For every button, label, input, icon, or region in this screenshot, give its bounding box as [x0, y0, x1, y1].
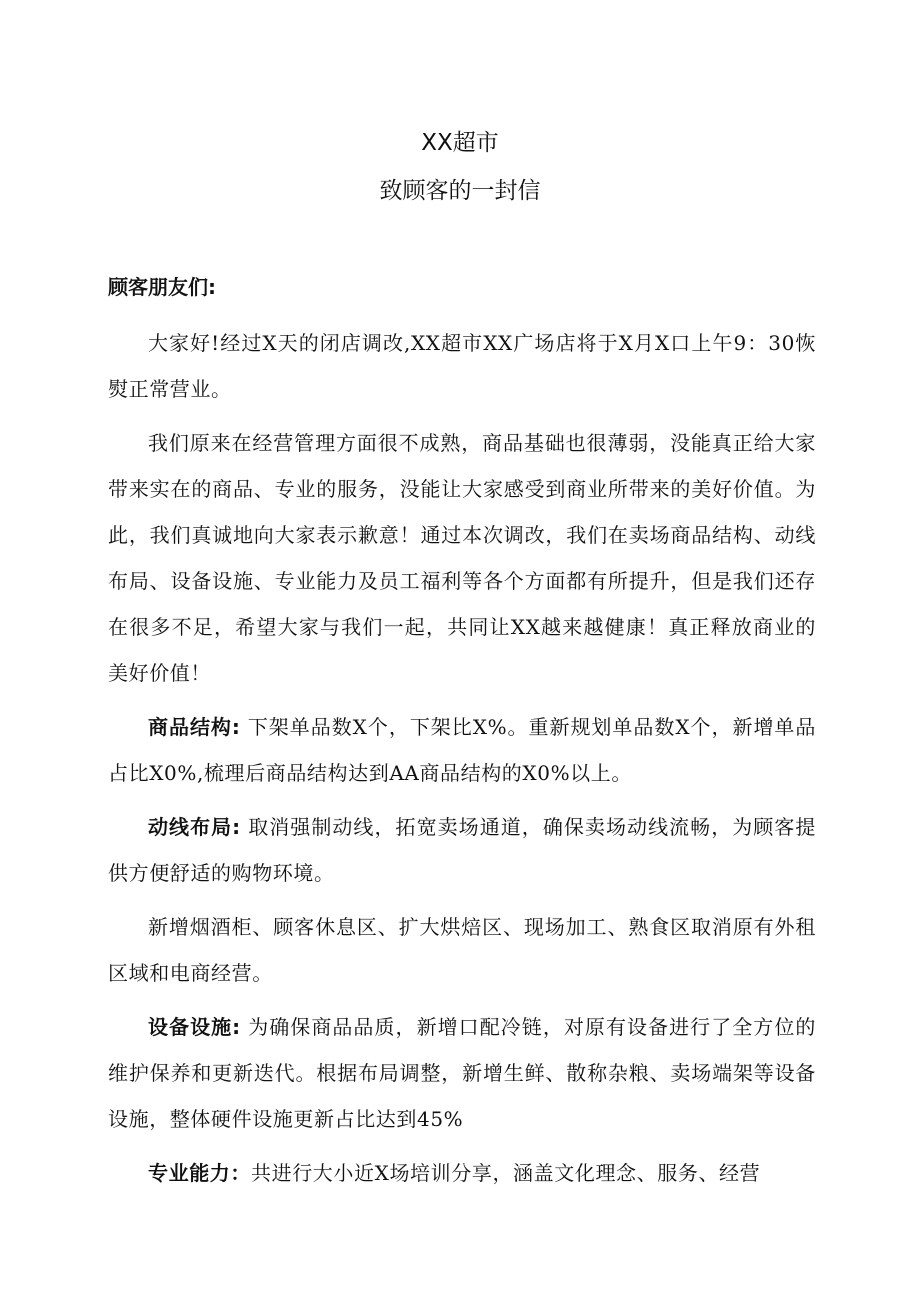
- paragraph-text: 共进行大小近X场培训分享，涵盖文化理念、服务、经营: [251, 1161, 761, 1185]
- paragraph-text: 大家好!经过X天的闭店调改,XX超市XX广场店将于X月X口上午9：30恢熨正常营业。: [108, 331, 816, 401]
- paragraph-professional-ability: [108, 1150, 816, 1196]
- paragraph-text: 我们原来在经营管理方面很不成熟，商品基础也很薄弱，没能真正给大家带来实在的商品、专业的服务，没能让大家感受到商业所带来的美好价值。为此，我们真诚地向大家表示歉意！通过本次调改，我们在卖场商品结构、动线布局、设备设施、专业能力及员工福利等各个方面都有所提升，但是我们还存在很多不足，希望大家与我们一起，共同让XX越来越健康！真正释放商业的美好价值！: [108, 431, 816, 685]
- paragraph-reopening: [108, 320, 816, 412]
- letter-title: 致顾客的一封信: [379, 178, 541, 204]
- paragraph-text: 下架单品数X个，下架比X%。重新规划单品数X个，新增单品占比X0%,梳理后商品结构达到AA商品结构的X0%以上。: [108, 715, 816, 785]
- paragraph-layout: [108, 804, 816, 896]
- greeting: 顾客朋友们:: [108, 275, 216, 299]
- paragraph-product-structure: [108, 704, 816, 796]
- paragraph-new-areas: [108, 904, 816, 996]
- paragraph-text: 取消强制动线，拓宽卖场通道，确保卖场动线流畅，为顾客提供方便舒适的购物环境。: [108, 815, 816, 885]
- paragraph-lead: 设备设施:: [148, 1015, 241, 1039]
- store-title: XX超市: [421, 130, 499, 156]
- letter-body: [108, 320, 816, 1204]
- paragraph-text: 新增烟酒柜、顾客休息区、扩大烘焙区、现场加工、熟食区取消原有外租区域和电商经营。: [108, 915, 816, 985]
- paragraph-apology: [108, 420, 816, 696]
- paragraph-equipment: [108, 1004, 816, 1142]
- paragraph-lead: 动线布局:: [148, 815, 241, 839]
- paragraph-lead: 商品结构:: [148, 715, 241, 739]
- paragraph-lead: 专业能力：: [148, 1161, 251, 1185]
- paragraph-text: 为确保商品品质，新增口配冷链，对原有设备进行了全方位的维护保养和更新迭代。根据布局调整，新增生鲜、散称杂粮、卖场端架等设备设施，整体硬件设施更新占比达到45%: [108, 1015, 816, 1131]
